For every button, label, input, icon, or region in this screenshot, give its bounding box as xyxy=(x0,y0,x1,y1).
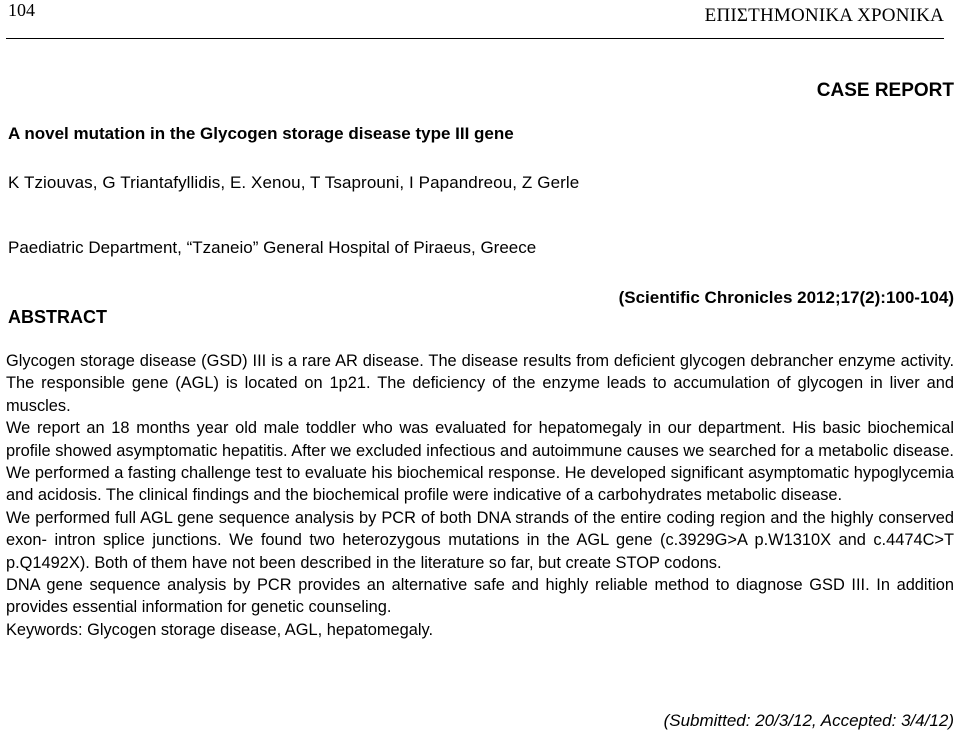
section-type-label: CASE REPORT xyxy=(816,80,954,101)
header-divider xyxy=(6,38,944,39)
page-header xyxy=(6,0,944,38)
journal-citation: (Scientific Chronicles 2012;17(2):100-104) xyxy=(618,288,954,307)
abstract-body xyxy=(6,350,954,641)
abstract-paragraph-background: Glycogen storage disease (GSD) III is a rare AR disease. The disease results from deficient glycogen debrancher enzyme activity. The responsible gene (AGL) is located on 1p21. The deficiency of the enzyme leads to accumulation of glycogen in liver and muscles. xyxy=(6,352,954,415)
submission-dates: (Submitted: 20/3/12, Accepted: 3/4/12) xyxy=(663,711,954,730)
author-affiliation: Paediatric Department, “Tzaneio” General Hospital of Piraeus, Greece xyxy=(8,238,537,257)
keywords-line: Keywords: Glycogen storage disease, AGL, hepatomegaly. xyxy=(6,620,434,639)
abstract-heading: ABSTRACT xyxy=(8,307,107,327)
journal-name: ΕΠΙΣΤΗΜΟΝΙΚΑ ΧΡΟΝΙΚΑ xyxy=(704,5,944,26)
author-list: K Tziouvas, G Triantafyllidis, E. Xenou, T Tsaprouni, I Papandreou, Z Gerle xyxy=(8,173,580,192)
abstract-paragraph-case: We report an 18 months year old male toddler who was evaluated for hepatomegaly in our department. His basic biochemical profile showed asymptomatic hepatitis. After we excluded infectious and autoimmune causes we searched for a metabolic disease. We performed a fasting challenge test to evaluate his biochemical response. He developed significant asymptomatic hypoglycemia and acidosis. The clinical findings and the biochemical profile were indicative of a carbohydrates metabolic disease. xyxy=(6,419,954,505)
article-title: A novel mutation in the Glycogen storage disease type III gene xyxy=(8,124,514,143)
abstract-paragraph-conclusion: DNA gene sequence analysis by PCR provides an alternative safe and highly reliable method to diagnose GSD III. In addition provides essential information for genetic counseling. xyxy=(6,576,954,617)
abstract-paragraph-methods: We performed full AGL gene sequence analysis by PCR of both DNA strands of the entire coding region and the highly conserved exon- intron splice junctions. We found two heterozygous mutations in the AGL gene (c.3929G>A p.W1310X and c.4474C>T p.Q1492X). Both of them have not been described in the literature so far, but create STOP codons. xyxy=(6,508,954,572)
page-number: 104 xyxy=(8,0,35,20)
